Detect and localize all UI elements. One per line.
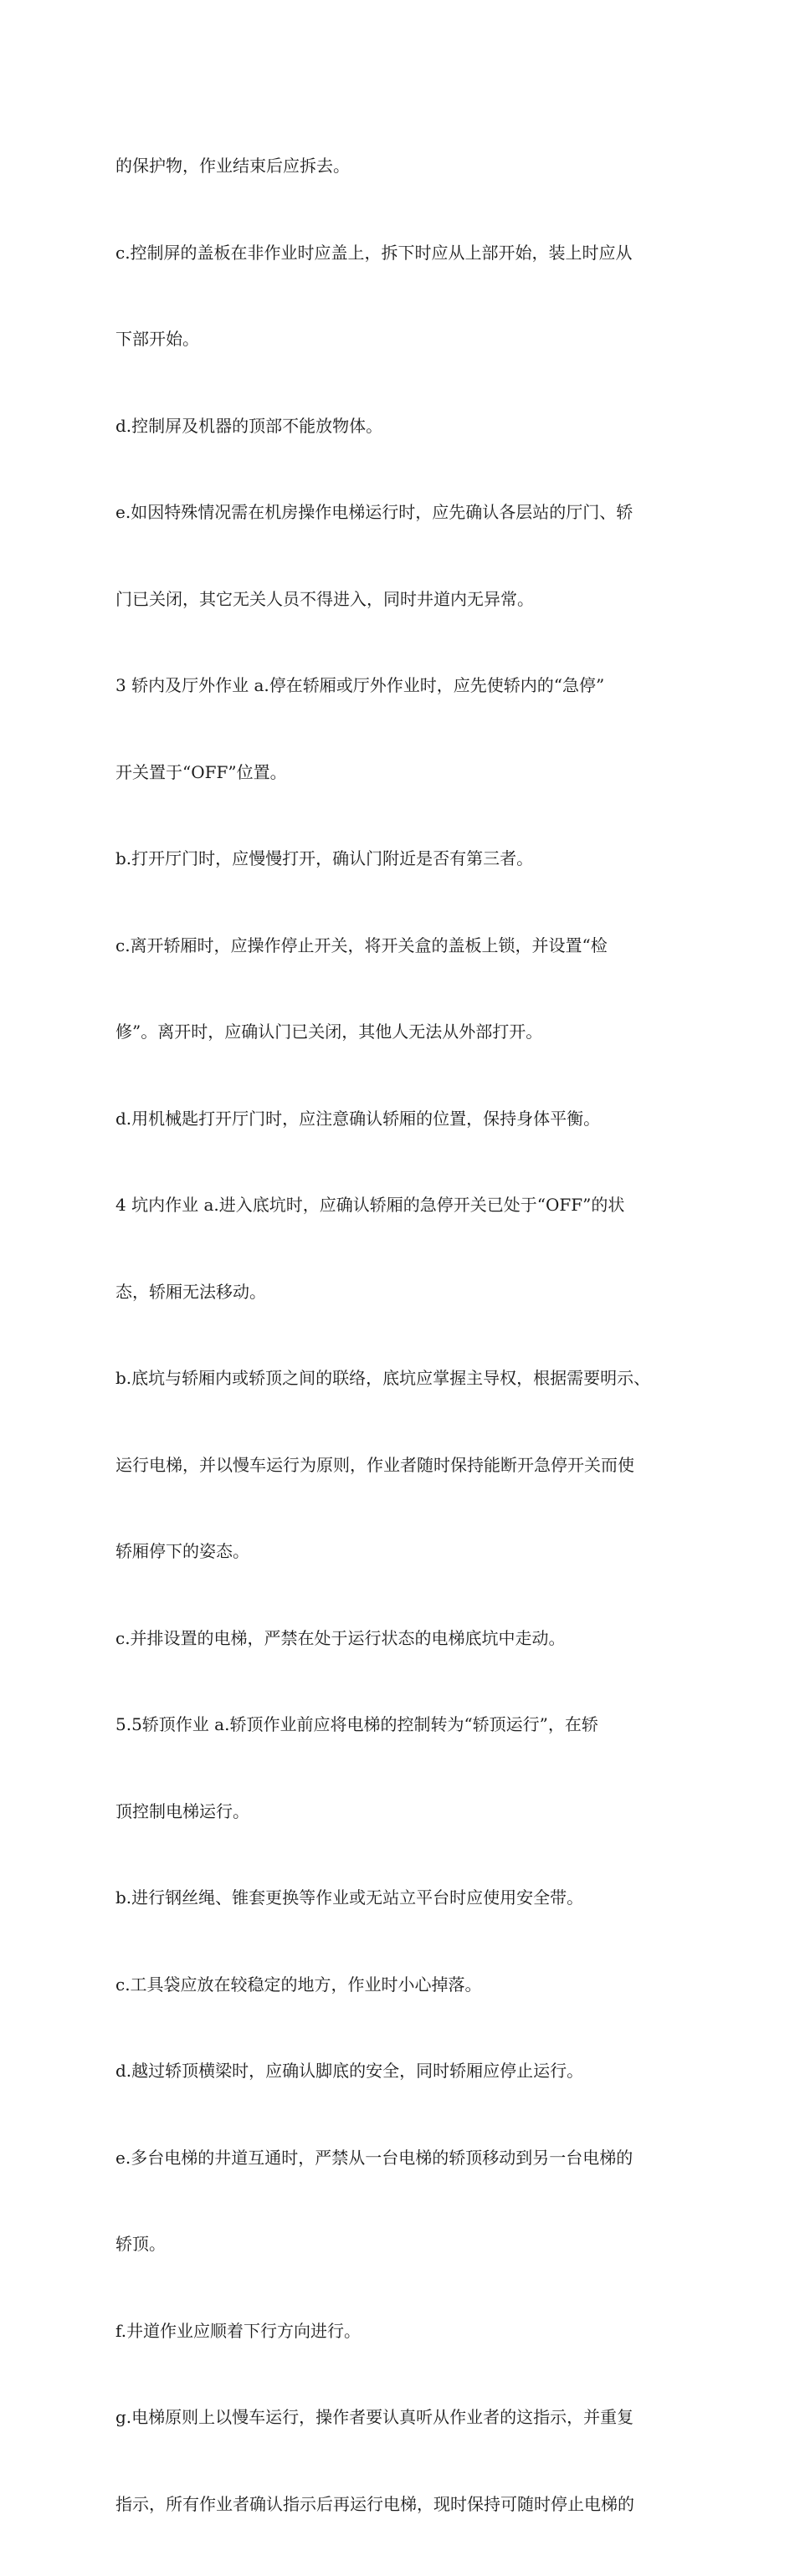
text-line: 指示，所有作业者确认指示后再运行电梯，现时保持可随时停止电梯的 <box>115 2493 634 2514</box>
text-line: 4 坑内作业 a.进入底坑时，应确认轿厢的急停开关已处于“OFF”的状 <box>115 1195 625 1215</box>
text-line: d.越过轿顶横梁时，应确认脚底的安全，同时轿厢应停止运行。 <box>115 2061 584 2081</box>
text-line: f.井道作业应顺着下行方向进行。 <box>115 2320 362 2341</box>
text-line: e.多台电梯的井道互通时，严禁从一台电梯的轿顶移动到另一台电梯的 <box>115 2147 633 2168</box>
text-line: e.如因特殊情况需在机房操作电梯运行时，应先确认各层站的厅门、轿 <box>115 502 633 522</box>
text-line: 5.5轿顶作业 a.轿顶作业前应将电梯的控制转为“轿顶运行”，在轿 <box>115 1714 598 1734</box>
text-line: 门已关闭，其它无关人员不得进入，同时井道内无异常。 <box>115 588 534 609</box>
text-line: 开关置于“OFF”位置。 <box>115 761 287 782</box>
text-line: d.控制屏及机器的顶部不能放物体。 <box>115 415 383 436</box>
text-line: g.电梯原则上以慢车运行，操作者要认真听从作业者的这指示，并重复 <box>115 2407 634 2427</box>
text-line: c.离开轿厢时，应操作停止开关，将开关盒的盖板上锁，并设置“检 <box>115 935 608 955</box>
text-line: 轿顶。 <box>115 2234 166 2254</box>
text-line: c.并排设置的电梯，严禁在处于运行状态的电梯底坑中走动。 <box>115 1627 566 1648</box>
text-line: 3 轿内及厅外作业 a.停在轿厢或厅外作业时，应先使轿内的“急停” <box>115 675 605 695</box>
text-line: 顶控制电梯运行。 <box>115 1800 249 1821</box>
document-body <box>115 94 701 2576</box>
text-line: d.用机械匙打开厅门时，应注意确认轿厢的位置，保持身体平衡。 <box>115 1108 601 1129</box>
text-line: 下部开始。 <box>115 329 199 349</box>
text-line: b.底坑与轿厢内或轿顶之间的联络，底坑应掌握主导权，根据需要明示、 <box>115 1368 651 1388</box>
text-line: 的保护物，作业结束后应拆去。 <box>115 156 350 176</box>
text-line: c.控制屏的盖板在非作业时应盖上，拆下时应从上部开始，装上时应从 <box>115 242 633 263</box>
text-line: b.进行钢丝绳、锥套更换等作业或无站立平台时应使用安全带。 <box>115 1887 584 1908</box>
text-line: b.打开厅门时，应慢慢打开，确认门附近是否有第三者。 <box>115 848 534 868</box>
text-line: c.工具袋应放在较稳定的地方，作业时小心掉落。 <box>115 1974 482 1995</box>
text-line: 轿厢停下的姿态。 <box>115 1541 249 1561</box>
text-line: 态，轿厢无法移动。 <box>115 1281 266 1302</box>
text-line: 修”。离开时，应确认门已关闭，其他人无法从外部打开。 <box>115 1022 543 1042</box>
text-line: 运行电梯，并以慢车运行为原则，作业者随时保持能断开急停开关而使 <box>115 1454 634 1475</box>
